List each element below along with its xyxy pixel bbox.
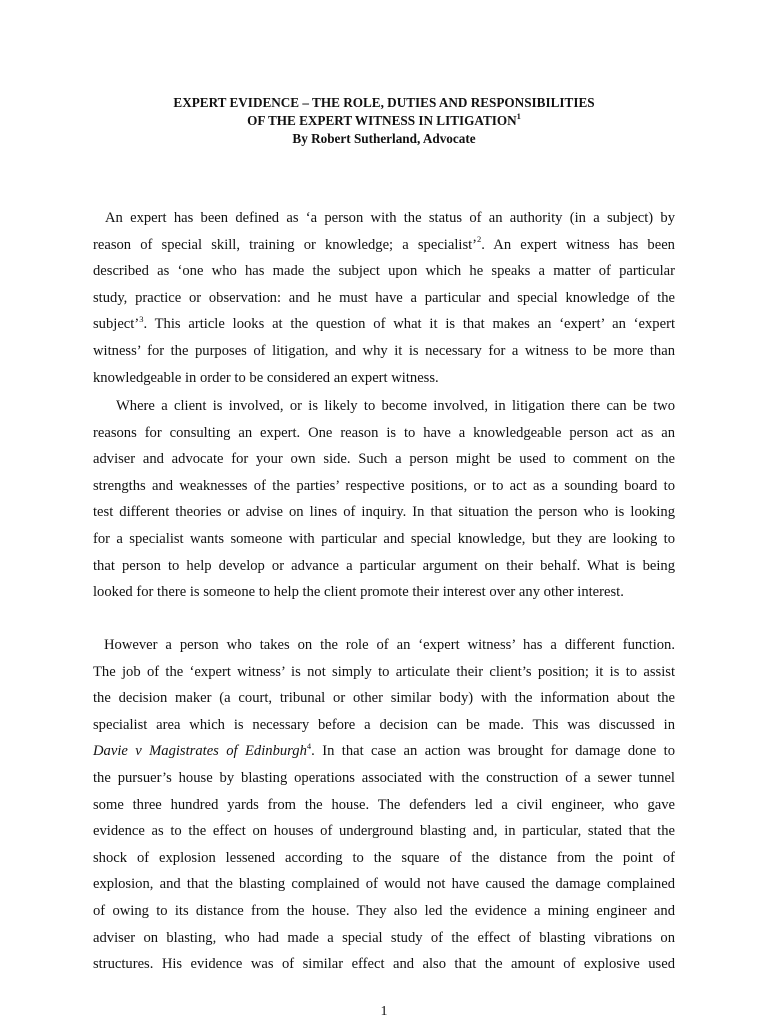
text-line <box>93 738 675 765</box>
text-line: adviser on blasting, who had made a special study of the effect of blasting vibrations on <box>93 929 675 946</box>
text-run: subject’ <box>93 316 140 333</box>
text-line: test different theories or advise on lines of inquiry. In that situation the person who is looking <box>93 504 675 521</box>
text-run: reason of special skill, training or knowledge; a specialist’ <box>93 236 478 253</box>
text-line: for a specialist wants someone with particular and special knowledge, but they are looking to <box>93 530 675 547</box>
text-line: specialist area which is necessary before a decision can be made. This was discussed in <box>93 716 675 733</box>
text-line: structures. His evidence was of similar effect and also that the amount of explosive used <box>93 956 675 973</box>
text-line: some three hundred yards from the house. The defenders led a civil engineer, who gave <box>93 796 675 813</box>
title-line-2-text: OF THE EXPERT WITNESS IN LITIGATION <box>247 113 517 128</box>
footnote-ref-4[interactable]: 4 <box>306 740 312 751</box>
paragraph-1 <box>93 205 675 391</box>
text-run: . An expert witness has been <box>481 236 675 253</box>
text-line: knowledgeable in order to be considered an expert witness. <box>93 369 439 386</box>
paragraph-2 <box>93 393 675 606</box>
page-number: 1 <box>380 1004 388 1019</box>
author-line: By Robert Sutherland, Advocate <box>292 131 476 146</box>
text-line: adviser and advocate for your own side. Such a person might be used to comment on the <box>93 451 675 468</box>
text-line: shock of explosion lessened according to the square of the distance from the point of <box>93 849 675 866</box>
text-line: strengths and weaknesses of the parties’ respective positions, or to act as a sounding board to <box>93 477 675 494</box>
title-line-1: EXPERT EVIDENCE – THE ROLE, DUTIES AND RESPONSIBILITIES <box>173 95 595 110</box>
text-line: witness’ for the purposes of litigation, and why it is necessary for a witness to be more than <box>93 342 675 359</box>
paragraph-3 <box>93 632 675 978</box>
footnote-ref-3[interactable]: 3 <box>139 313 144 324</box>
text-line <box>93 232 675 259</box>
text-line: However a person who takes on the role of an ‘expert witness’ has a different function. <box>104 637 675 653</box>
text-line: that person to help develop or advance a particular argument on their behalf. What is being <box>93 557 675 574</box>
text-line: looked for there is someone to help the client promote their interest over any other interest. <box>93 584 624 601</box>
text-run: . This article looks at the question of what it is that makes an ‘expert’ an ‘expert <box>143 316 675 333</box>
text-line: An expert has been defined as ‘a person with the status of an authority (in a subject) by <box>105 210 675 226</box>
text-line: Where a client is involved, or is likely to become involved, in litigation there can be two <box>116 398 675 414</box>
document-title-block <box>0 94 768 148</box>
text-line: the pursuer’s house by blasting operations associated with the construction of a sewer tunnel <box>93 769 675 786</box>
text-line <box>93 311 675 338</box>
text-line: described as ‘one who has made the subject upon which he speaks a matter of particular <box>93 263 675 280</box>
text-line: of owing to its distance from the house. They also led the evidence a mining engineer and <box>93 902 675 919</box>
footnote-ref-2[interactable]: 2 <box>477 233 482 244</box>
text-line: evidence as to the effect on houses of underground blasting and, in particular, stated that the <box>93 823 675 840</box>
text-line: The job of the ‘expert witness’ is not simply to articulate their client’s position; it is to assist <box>93 663 675 680</box>
text-line: the decision maker (a court, tribunal or other similar body) with the information about the <box>93 690 675 707</box>
footnote-ref-1[interactable]: 1 <box>516 110 521 121</box>
case-citation: Davie v Magistrates of Edinburgh <box>93 743 307 760</box>
text-line: reasons for consulting an expert. One reason is to have a knowledgeable person act as an <box>93 424 675 441</box>
text-line: study, practice or observation: and he must have a particular and special knowledge of the <box>93 289 675 306</box>
text-run: . In that case an action was brought for damage done to <box>311 743 676 760</box>
text-line: explosion, and that the blasting complained of would not have caused the damage complained <box>93 876 675 893</box>
title-line-2 <box>0 112 768 130</box>
